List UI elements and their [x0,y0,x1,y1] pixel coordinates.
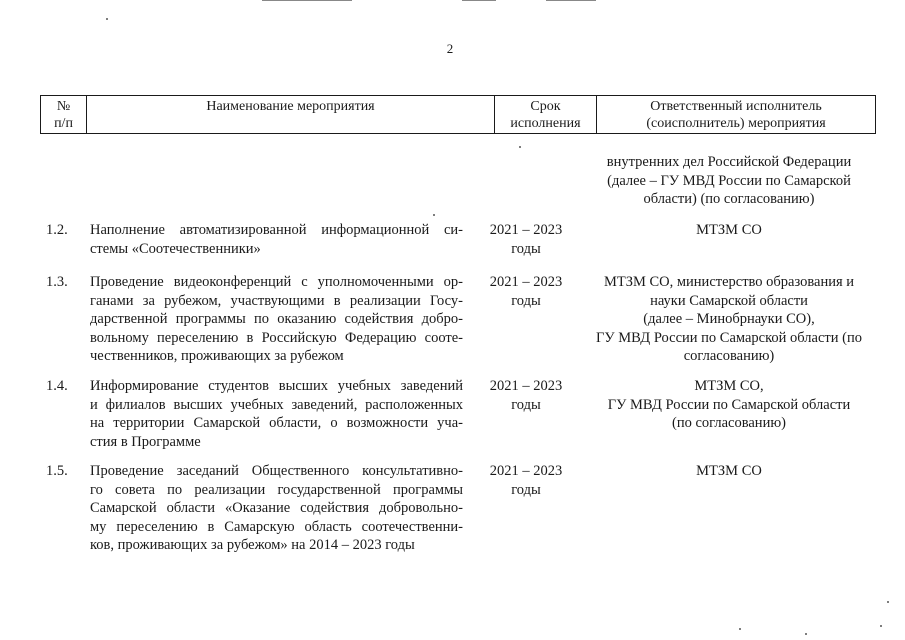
text-line: Наполнение автоматизированной информационной си- [90,222,463,238]
text-line: годы [511,240,541,257]
text-line: Самарской области «Оказание содействия добровольно- [90,500,463,517]
row-term [478,462,574,499]
scan-speck [880,625,882,627]
scan-artifact-line [262,0,352,1]
row-number: 1.5. [46,463,68,479]
scan-speck [887,601,889,603]
text-line: чественников, проживающих за рубежом [90,348,344,365]
text-line: дарственной программы по оказанию содействия добро- [90,311,463,328]
row-term [478,221,574,258]
text-line: годы [511,481,541,498]
text-line: 2021 – 2023 [489,378,563,394]
row-name [90,377,463,451]
text-line: 2021 – 2023 [489,274,563,290]
table-header [40,95,876,134]
header-name-text: Наименование мероприятия [206,99,375,114]
text-line: МТЗМ СО, [694,378,764,394]
row-responsible [584,273,874,366]
scan-speck [433,214,435,216]
row-name [90,221,463,258]
row-number: 1.3. [46,274,68,290]
page-number: 2 [446,41,454,56]
header-num-line1: № [56,99,71,114]
scan-artifact-line [546,0,596,1]
text-line: годы [511,292,541,309]
header-name [87,96,495,134]
text-line: годы [511,396,541,413]
text-line: (далее – ГУ МВД России по Самарской [607,172,851,189]
header-num [41,96,87,134]
text-line: и филиалов высших учебных заведений, расположенных [90,396,463,413]
text-line: внутренних дел Российской Федерации [606,154,852,170]
header-num-line2: п/п [54,116,73,131]
text-line: го совета по реализации государственной программы [90,481,463,498]
text-line: ГУ МВД России по Самарской области [607,396,851,413]
row-responsible: МТЗМ СО [696,463,762,479]
scan-speck [519,146,521,148]
continuation-responsible [584,153,874,209]
text-line: Проведение видеоконференций с уполномоченными ор- [90,274,463,290]
scan-speck [739,628,741,630]
row-number: 1.4. [46,378,68,394]
text-line: му переселению в Самарскую область соотечественни- [90,518,463,535]
row-name [90,273,463,366]
text-line: ков, проживающих за рубежом» на 2014 – 2023 годы [90,537,415,554]
text-line: стия в Программе [90,433,201,450]
text-line: ганами за рубежом, участвующими в реализации Госу- [90,292,463,309]
header-responsible [597,96,876,134]
row-term [478,273,574,310]
text-line: области) (по согласованию) [643,191,815,208]
text-line: вольному переселению в Российскую Федерацию сооте- [90,329,463,346]
header-term-line2: исполнения [510,116,581,131]
row-responsible [584,377,874,433]
header-term-line1: Срок [530,99,561,114]
text-line: МТЗМ СО, министерство образования и [603,274,855,290]
scan-artifact-line [462,0,496,1]
text-line: 2021 – 2023 [489,463,563,479]
text-line: стемы «Соотечественники» [90,240,261,257]
text-line: 2021 – 2023 [489,222,563,238]
header-term [495,96,597,134]
scan-speck [106,18,108,20]
text-line: Информирование студентов высших учебных заведений [90,378,463,394]
table-header-row [41,96,876,134]
row-responsible: МТЗМ СО [696,222,762,238]
row-number: 1.2. [46,222,68,238]
text-line: (по согласованию) [672,415,786,432]
continuation-responsible-text [584,153,874,209]
text-line: Проведение заседаний Общественного консультативно- [90,463,463,479]
text-line: науки Самарской области [650,292,808,309]
text-line: (далее – Минобрнауки СО), [643,311,815,328]
text-line: ГУ МВД России по Самарской области (по [596,329,862,346]
row-name [90,462,463,555]
row-term [478,377,574,414]
header-resp-line2: (соисполнитель) мероприятия [646,116,826,131]
header-resp-line1: Ответственный исполнитель [650,99,822,114]
scan-speck [805,633,807,635]
text-line: согласованию) [683,348,775,365]
text-line: на территории Самарской области, о возможности уча- [90,415,463,432]
